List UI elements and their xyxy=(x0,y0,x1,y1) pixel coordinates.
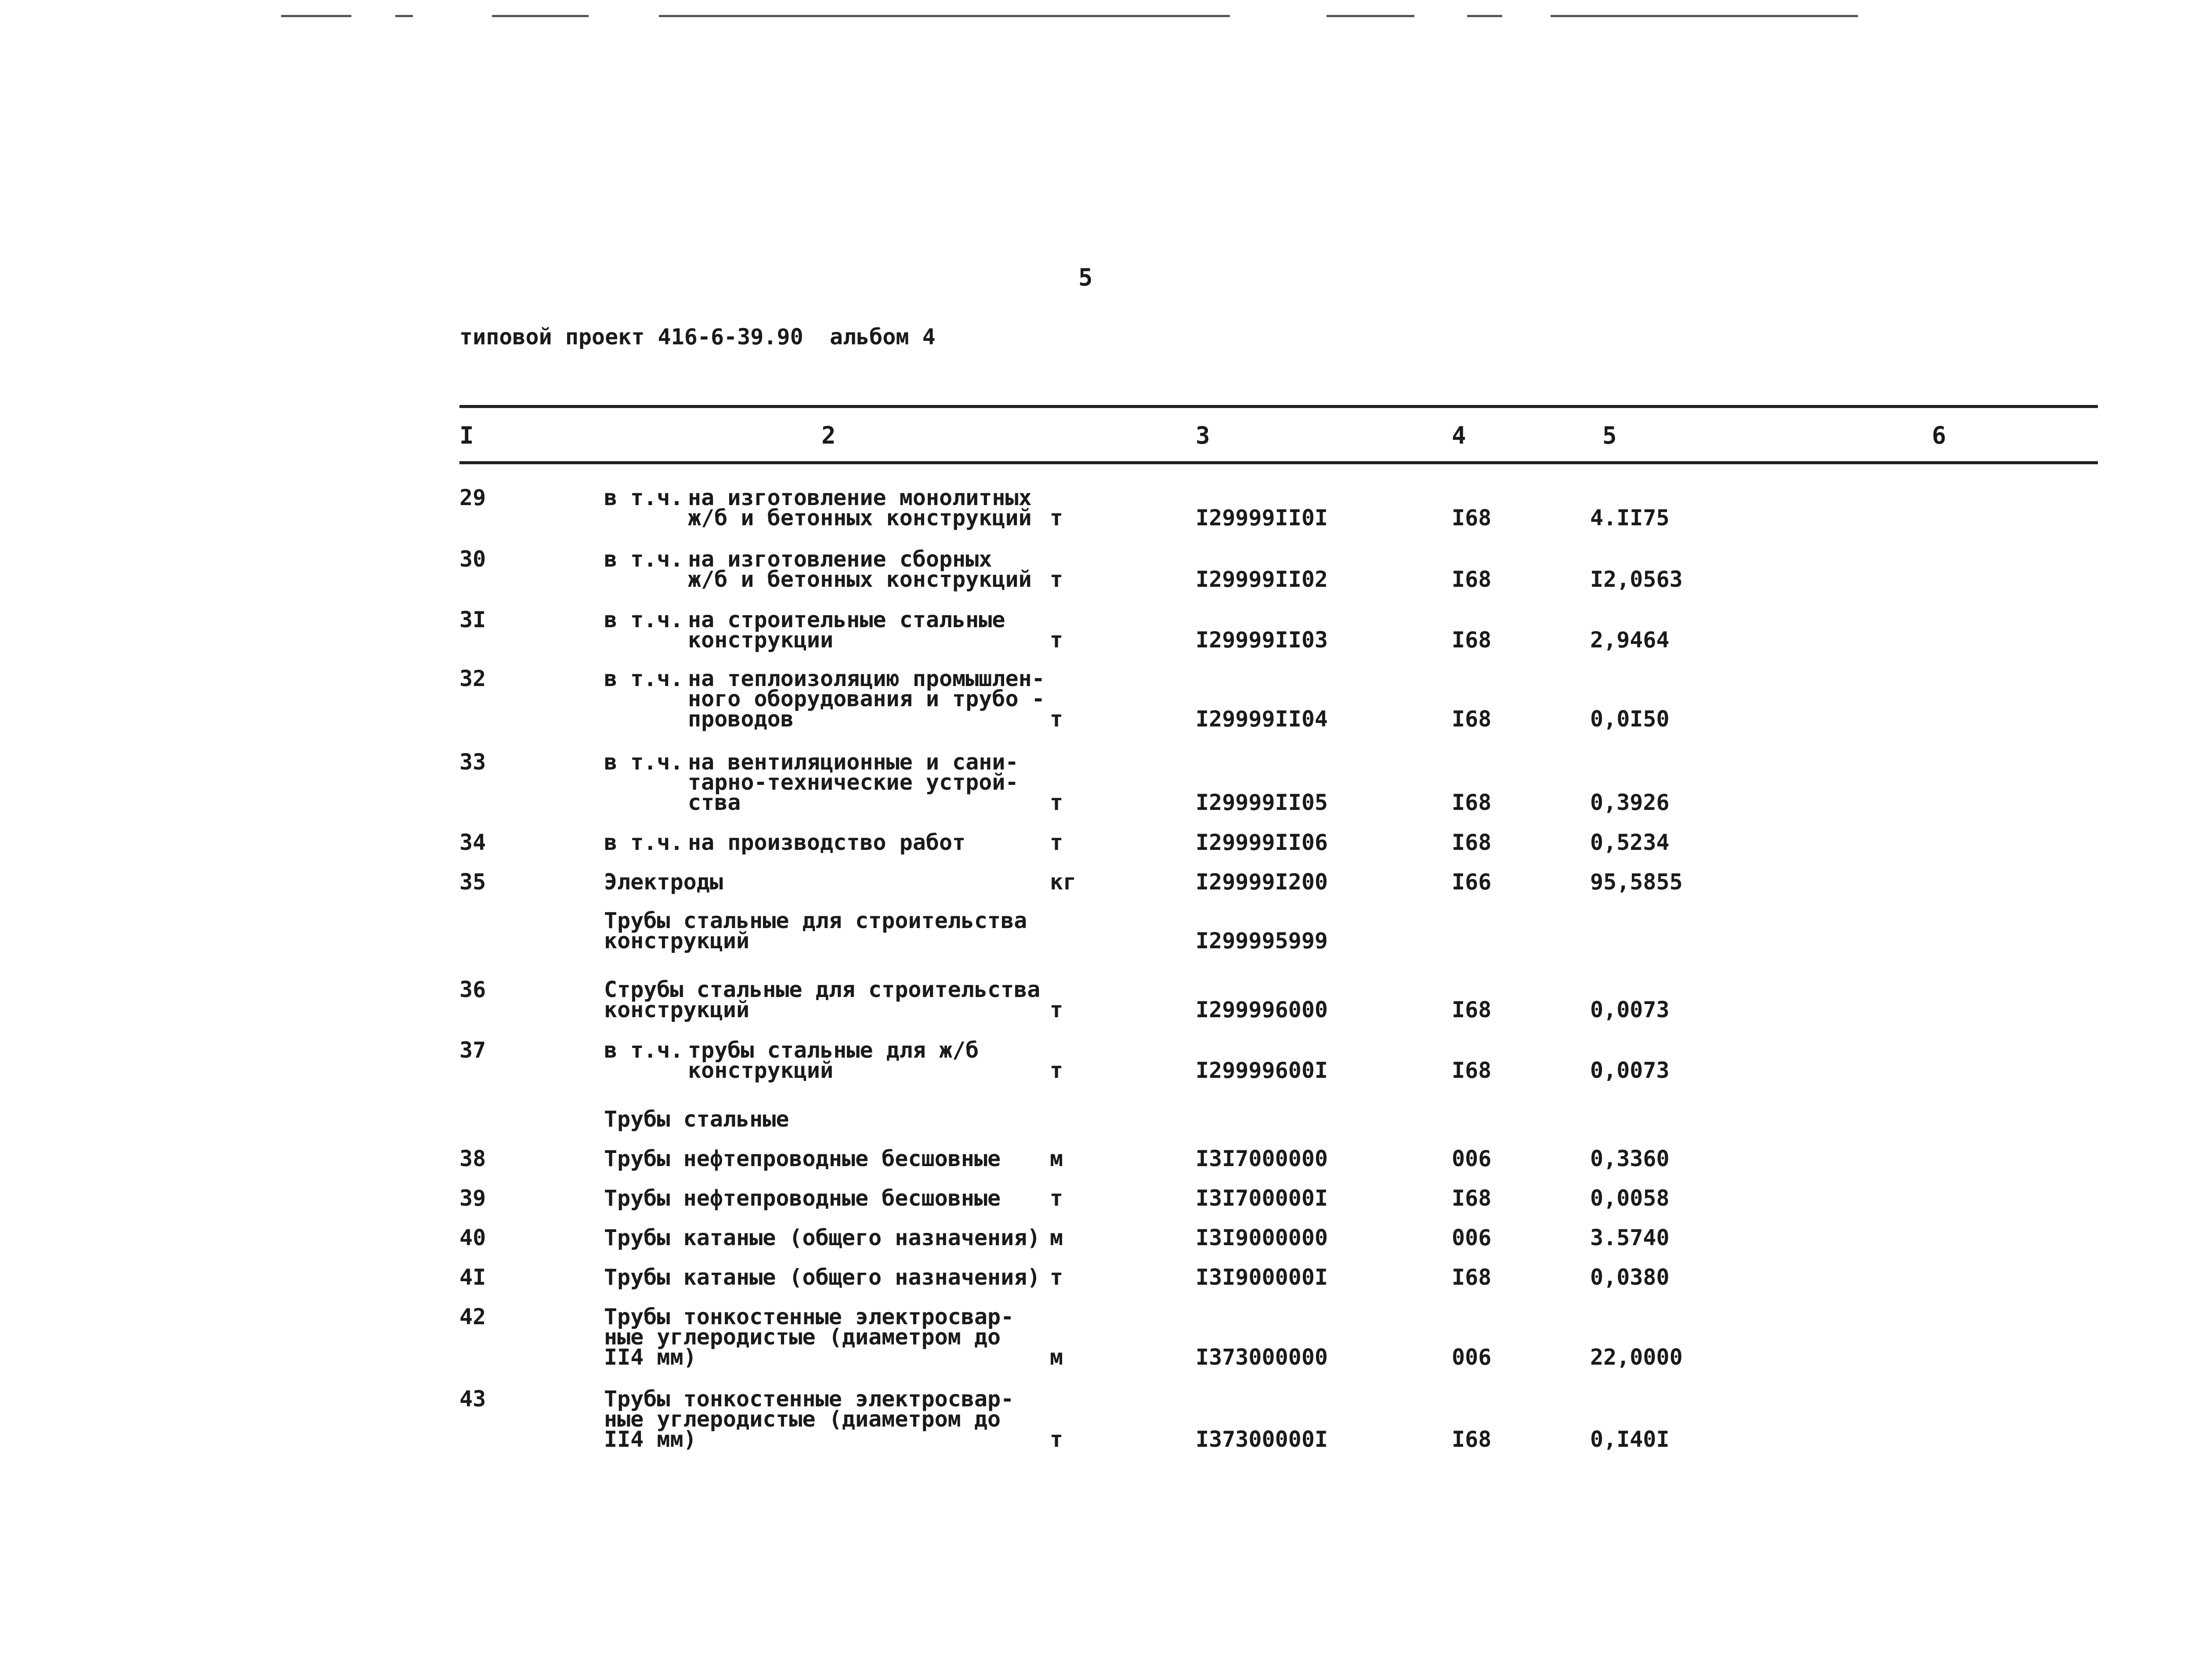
item-description-line: на строительные стальные xyxy=(688,607,1005,632)
column-4-value: I68 xyxy=(1452,997,1492,1022)
scan-artifact-line xyxy=(1551,15,1858,17)
item-description-line: конструкции xyxy=(688,627,834,653)
item-code: I299995999 xyxy=(1196,928,1328,954)
column-header-1: I xyxy=(459,422,474,449)
item-description-line: ного оборудования и трубо - xyxy=(688,686,1045,712)
item-description-line: на теплоизоляцию промышлен- xyxy=(688,666,1045,691)
item-code: I29999II04 xyxy=(1196,706,1328,732)
unit-of-measure: т xyxy=(1050,505,1063,531)
column-4-value: I68 xyxy=(1452,1185,1492,1211)
row-prefix: в т.ч. xyxy=(604,546,683,572)
column-header-6: 6 xyxy=(1932,422,1946,449)
unit-of-measure: м xyxy=(1050,1225,1063,1250)
unit-of-measure: кг xyxy=(1050,869,1077,895)
item-code: I3I900000I xyxy=(1196,1265,1328,1290)
unit-of-measure: т xyxy=(1050,1265,1063,1290)
row-prefix: в т.ч. xyxy=(604,607,683,632)
row-prefix: в т.ч. xyxy=(604,749,683,775)
column-4-value: I68 xyxy=(1452,830,1492,855)
row-number: 33 xyxy=(459,749,486,775)
row-prefix: в т.ч. xyxy=(604,666,683,691)
item-description-line: конструкций xyxy=(604,997,750,1022)
unit-of-measure: т xyxy=(1050,790,1063,815)
item-description-line: конструкций xyxy=(604,928,750,954)
row-number: 38 xyxy=(459,1146,486,1171)
item-description-line: ж/б и бетонных конструкций xyxy=(688,505,1032,531)
scan-artifact-line xyxy=(659,15,1230,17)
item-description-line: Струбы стальные для строительства xyxy=(604,977,1041,1002)
unit-of-measure: м xyxy=(1050,1344,1063,1370)
column-header-5: 5 xyxy=(1602,422,1617,449)
item-code: I29999II06 xyxy=(1196,830,1328,855)
column-5-value: 95,5855 xyxy=(1590,869,1683,895)
scan-artifact-line xyxy=(1327,15,1414,17)
item-code: I29999I200 xyxy=(1196,869,1328,895)
item-description-line: Трубы нефтепроводные бесшовные xyxy=(604,1146,1001,1171)
row-number: 37 xyxy=(459,1037,486,1063)
item-description-line: проводов xyxy=(688,706,794,732)
item-description-line: на производство работ xyxy=(688,830,966,855)
table-header-rule xyxy=(459,461,2098,464)
unit-of-measure: т xyxy=(1050,830,1063,855)
item-code: I299996000 xyxy=(1196,997,1328,1022)
column-4-value: I68 xyxy=(1452,1427,1492,1452)
item-description-line: на вентиляционные и сани- xyxy=(688,749,1019,775)
item-description-line: Трубы катаные (общего назначения) xyxy=(604,1225,1041,1250)
row-number: 34 xyxy=(459,830,486,855)
column-5-value: 0,I40I xyxy=(1590,1427,1670,1452)
item-description-line: на изготовление монолитных xyxy=(688,485,1032,510)
column-5-value: 0,0380 xyxy=(1590,1265,1670,1290)
row-number: 30 xyxy=(459,546,486,572)
column-5-value: 0,0073 xyxy=(1590,1058,1670,1083)
item-code: I29999II0I xyxy=(1196,505,1328,531)
item-code: I3I9000000 xyxy=(1196,1225,1328,1250)
column-header-4: 4 xyxy=(1452,422,1466,449)
item-description-line: II4 мм) xyxy=(604,1427,697,1452)
row-prefix: в т.ч. xyxy=(604,485,683,510)
item-description-line: тарно-технические устрой- xyxy=(688,770,1019,795)
item-description-line: ства xyxy=(688,790,741,815)
unit-of-measure: т xyxy=(1050,1185,1063,1211)
row-number: 39 xyxy=(459,1185,486,1211)
column-4-value: I68 xyxy=(1452,1058,1492,1083)
column-5-value: 0,3360 xyxy=(1590,1146,1670,1171)
column-5-value: 0,0073 xyxy=(1590,997,1670,1022)
item-description-line: Трубы тонкостенные электросвар- xyxy=(604,1304,1014,1330)
item-description-line: Электроды xyxy=(604,869,723,895)
item-description-line: ные углеродистые (диаметром до xyxy=(604,1324,1001,1350)
item-code: I37300000I xyxy=(1196,1427,1328,1452)
unit-of-measure: т xyxy=(1050,627,1063,653)
unit-of-measure: т xyxy=(1050,567,1063,592)
column-header-3: 3 xyxy=(1196,422,1210,449)
row-number: 40 xyxy=(459,1225,486,1250)
row-number: 36 xyxy=(459,977,486,1002)
column-4-value: 006 xyxy=(1452,1146,1492,1171)
table-top-rule xyxy=(459,405,2098,408)
unit-of-measure: т xyxy=(1050,1427,1063,1452)
column-4-value: I68 xyxy=(1452,505,1492,531)
scan-artifact-line xyxy=(281,15,351,17)
column-5-value: 3.5740 xyxy=(1590,1225,1670,1250)
column-5-value: 0,0I50 xyxy=(1590,706,1670,732)
item-code: I373000000 xyxy=(1196,1344,1328,1370)
column-4-value: I68 xyxy=(1452,1265,1492,1290)
item-code: I29999II05 xyxy=(1196,790,1328,815)
unit-of-measure: т xyxy=(1050,1058,1063,1083)
column-4-value: I68 xyxy=(1452,706,1492,732)
scan-artifact-line xyxy=(1467,15,1502,17)
column-5-value: 0,5234 xyxy=(1590,830,1670,855)
column-5-value: I2,0563 xyxy=(1590,567,1683,592)
column-header-2: 2 xyxy=(821,422,836,449)
item-description-line: ные углеродистые (диаметром до xyxy=(604,1406,1001,1432)
column-4-value: 006 xyxy=(1452,1225,1492,1250)
row-prefix: в т.ч. xyxy=(604,1037,683,1063)
column-4-value: 006 xyxy=(1452,1344,1492,1370)
scan-artifact-line xyxy=(492,15,589,17)
column-5-value: 2,9464 xyxy=(1590,627,1670,653)
row-number: 4I xyxy=(459,1265,486,1290)
column-4-value: I66 xyxy=(1452,869,1492,895)
column-4-value: I68 xyxy=(1452,567,1492,592)
item-description-line: Трубы стальные xyxy=(604,1106,789,1132)
row-prefix: в т.ч. xyxy=(604,830,683,855)
unit-of-measure: т xyxy=(1050,706,1063,732)
column-5-value: 22,0000 xyxy=(1590,1344,1683,1370)
row-number: 35 xyxy=(459,869,486,895)
page-number: 5 xyxy=(1078,264,1093,291)
column-5-value: 0,3926 xyxy=(1590,790,1670,815)
document-title: типовой проект 416-6-39.90 альбом 4 xyxy=(459,324,936,350)
item-description-line: Трубы катаные (общего назначения) xyxy=(604,1265,1041,1290)
item-description-line: Трубы тонкостенные электросвар- xyxy=(604,1386,1014,1412)
column-4-value: I68 xyxy=(1452,627,1492,653)
item-description-line: Трубы стальные для строительства xyxy=(604,908,1027,933)
item-description-line: ж/б и бетонных конструкций xyxy=(688,567,1032,592)
column-5-value: 4.II75 xyxy=(1590,505,1670,531)
unit-of-measure: т xyxy=(1050,997,1063,1022)
item-code: I29999II02 xyxy=(1196,567,1328,592)
item-code: I3I700000I xyxy=(1196,1185,1328,1211)
item-description-line: конструкций xyxy=(688,1058,834,1083)
column-5-value: 0,0058 xyxy=(1590,1185,1670,1211)
unit-of-measure: м xyxy=(1050,1146,1063,1171)
row-number: 3I xyxy=(459,607,486,632)
row-number: 29 xyxy=(459,485,486,510)
item-code: I29999II03 xyxy=(1196,627,1328,653)
item-code: I29999600I xyxy=(1196,1058,1328,1083)
row-number: 42 xyxy=(459,1304,486,1330)
item-description-line: II4 мм) xyxy=(604,1344,697,1370)
scan-artifact-line xyxy=(395,15,413,17)
row-number: 32 xyxy=(459,666,486,691)
item-description-line: на изготовление сборных xyxy=(688,546,992,572)
column-4-value: I68 xyxy=(1452,790,1492,815)
item-description-line: Трубы нефтепроводные бесшовные xyxy=(604,1185,1001,1211)
item-description-line: трубы стальные для ж/б xyxy=(688,1037,979,1063)
item-code: I3I7000000 xyxy=(1196,1146,1328,1171)
row-number: 43 xyxy=(459,1386,486,1412)
